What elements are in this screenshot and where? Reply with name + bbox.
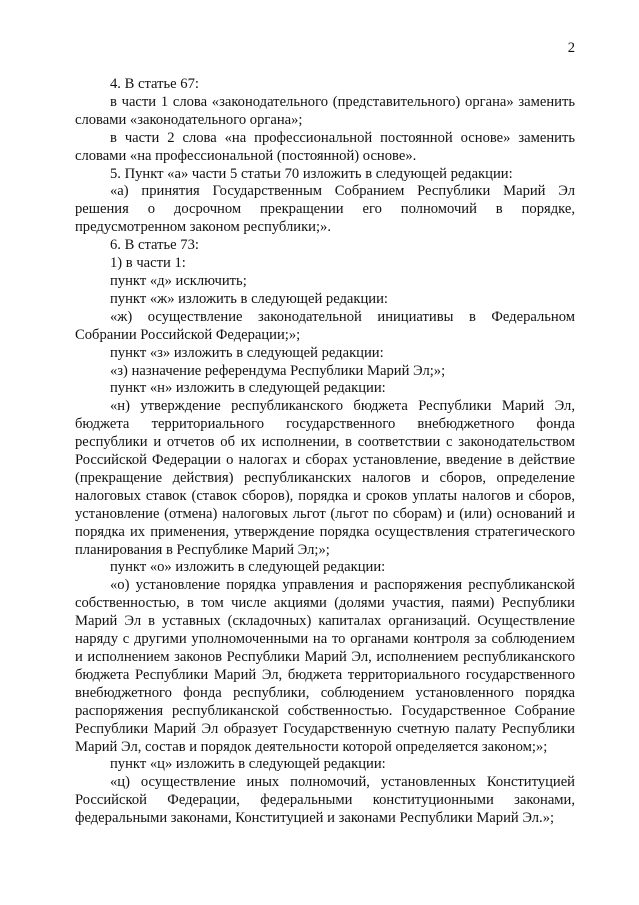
paragraph: в части 1 слова «законодательного (представительного) органа» заменить словами «законодательного органа»; [75,93,575,128]
document-body [75,76,575,828]
paragraph: пункт «о» изложить в следующей редакции: [110,559,386,576]
paragraph-article-67: 4. В статье 67: [110,76,199,92]
paragraph-article-70: 5. Пункт «а» части 5 статьи 70 изложить в следующей редакции: [110,165,513,182]
paragraph: «з) назначение референдума Республики Марий Эл;»; [110,362,446,379]
paragraph: 1) в части 1: [110,255,186,272]
page-number: 2 [567,40,575,56]
paragraph-article-73: 6. В статье 73: [110,237,199,254]
paragraph: «н) утверждение республиканского бюджета Республики Марий Эл, бюджета территориального государственного внебюджетного фонда республики и отчетов об их исполнении, в соответствии с законодательством Российской Федерации о налогах и сборах установление, введение в действие (прекращение действия) республиканских налогов и сборов, определение налоговых ставок (ставок сборов), порядка и сроков уплаты налогов и сборов, установление (отмена) налоговых льгот (льгот по сборам) и (или) оснований и порядка их применения, утверждение порядка осуществления стратегического планирования в Республике Марий Эл;»; [75,398,575,558]
paragraph: пункт «ж» изложить в следующей редакции: [110,290,388,307]
paragraph: пункт «з» изложить в следующей редакции: [110,344,384,361]
paragraph: пункт «ц» изложить в следующей редакции: [110,756,386,773]
paragraph: «а) принятия Государственным Собранием Республики Марий Эл решения о досрочном прекращении его полномочий в порядке, предусмотренном законом республики;». [75,183,575,236]
paragraph: «ж) осуществление законодательной инициативы в Федеральном Собрании Российской Федерации;»; [75,308,575,343]
paragraph: «о) установление порядка управления и распоряжения республиканской собственностью, в том числе акциями (долями участия, паями) Республики Марий Эл в уставных (складочных) капиталах организаций. Осуществление наряду с другими уполномоченными на то органами контроля за соблюдением и исполнением законов Республики Марий Эл, исполнением республиканского бюджета Республики Марий Эл, бюджета территориального государственного внебюджетного фонда республики, соблюдением установленного порядка распоряжения республиканской собственностью. Государственное Собрание Республики Марий Эл образует Государственную счетную палату Республики Марий Эл, состав и порядок деятельности которой определяется законом;»; [75,577,575,755]
paragraph: в части 2 слова «на профессиональной постоянной основе» заменить словами «на профессиональной (постоянной) основе». [75,129,575,164]
paragraph: «ц) осуществление иных полномочий, установленных Конституцией Российской Федерации, федеральными конституционными законами, федеральными законами, Конституцией и законами Республики Марий Эл.»; [75,774,575,827]
paragraph: пункт «н» изложить в следующей редакции: [110,380,386,397]
paragraph: пункт «д» исключить; [110,272,247,289]
